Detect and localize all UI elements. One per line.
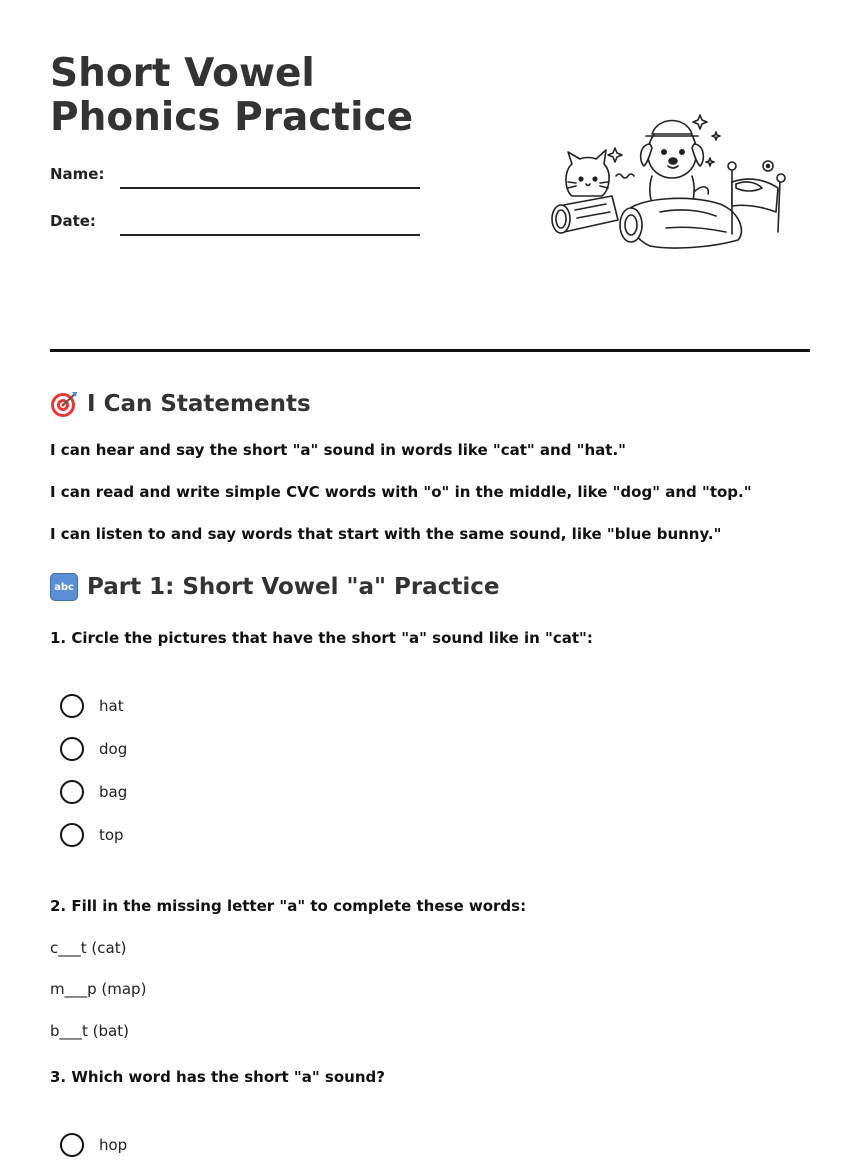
date-field-line[interactable] [120,234,420,236]
question-1-prompt: 1. Circle the pictures that have the short "a" sound like in "cat": [50,629,593,647]
radio-circle[interactable] [60,694,84,718]
header-divider [50,349,810,352]
q1-option-hat[interactable] [60,694,124,718]
pets-bedtime-illustration [540,108,800,258]
part1-heading [50,573,499,601]
option-label: dog [99,740,128,758]
radio-circle[interactable] [60,780,84,804]
dog-illustration [641,121,709,209]
question-3-prompt: 3. Which word has the short "a" sound? [50,1068,385,1086]
option-label: bag [99,783,128,801]
page-title: Short Vowel Phonics Practice [50,51,414,140]
radio-circle[interactable] [60,737,84,761]
fill-in-item: b___t (bat) [50,1022,129,1040]
log-illustration [552,196,618,233]
q1-option-bag[interactable] [60,780,127,804]
radio-circle[interactable] [60,823,84,847]
fill-in-item: c___t (cat) [50,939,127,957]
cat-illustration [566,150,634,196]
option-label: hop [99,1136,128,1154]
option-label: top [99,826,124,844]
statement-item: I can listen to and say words that start with the same sound, like "blue bunny." [50,525,722,543]
radio-circle[interactable] [60,1133,84,1157]
fill-in-item: m___p (map) [50,980,147,998]
statement-item: I can read and write simple CVC words with "o" in the middle, like "dog" and "top." [50,483,752,501]
date-label: Date: [50,212,96,230]
name-label: Name: [50,165,105,183]
statement-item: I can hear and say the short "a" sound in words like "cat" and "hat." [50,441,626,459]
i-can-statements-title: I Can Statements [87,391,311,417]
target-dart-icon [50,390,78,418]
question-2-prompt: 2. Fill in the missing letter "a" to complete these words: [50,897,527,915]
q1-option-top[interactable] [60,823,124,847]
q1-option-dog[interactable] [60,737,127,761]
option-label: hat [99,697,124,715]
i-can-statements-heading [50,390,311,418]
abc-icon: abc [50,573,78,601]
blanket-illustration [620,198,741,248]
part1-title: Part 1: Short Vowel "a" Practice [87,574,500,600]
q3-option-hop[interactable] [60,1133,127,1157]
name-field-line[interactable] [120,187,420,189]
